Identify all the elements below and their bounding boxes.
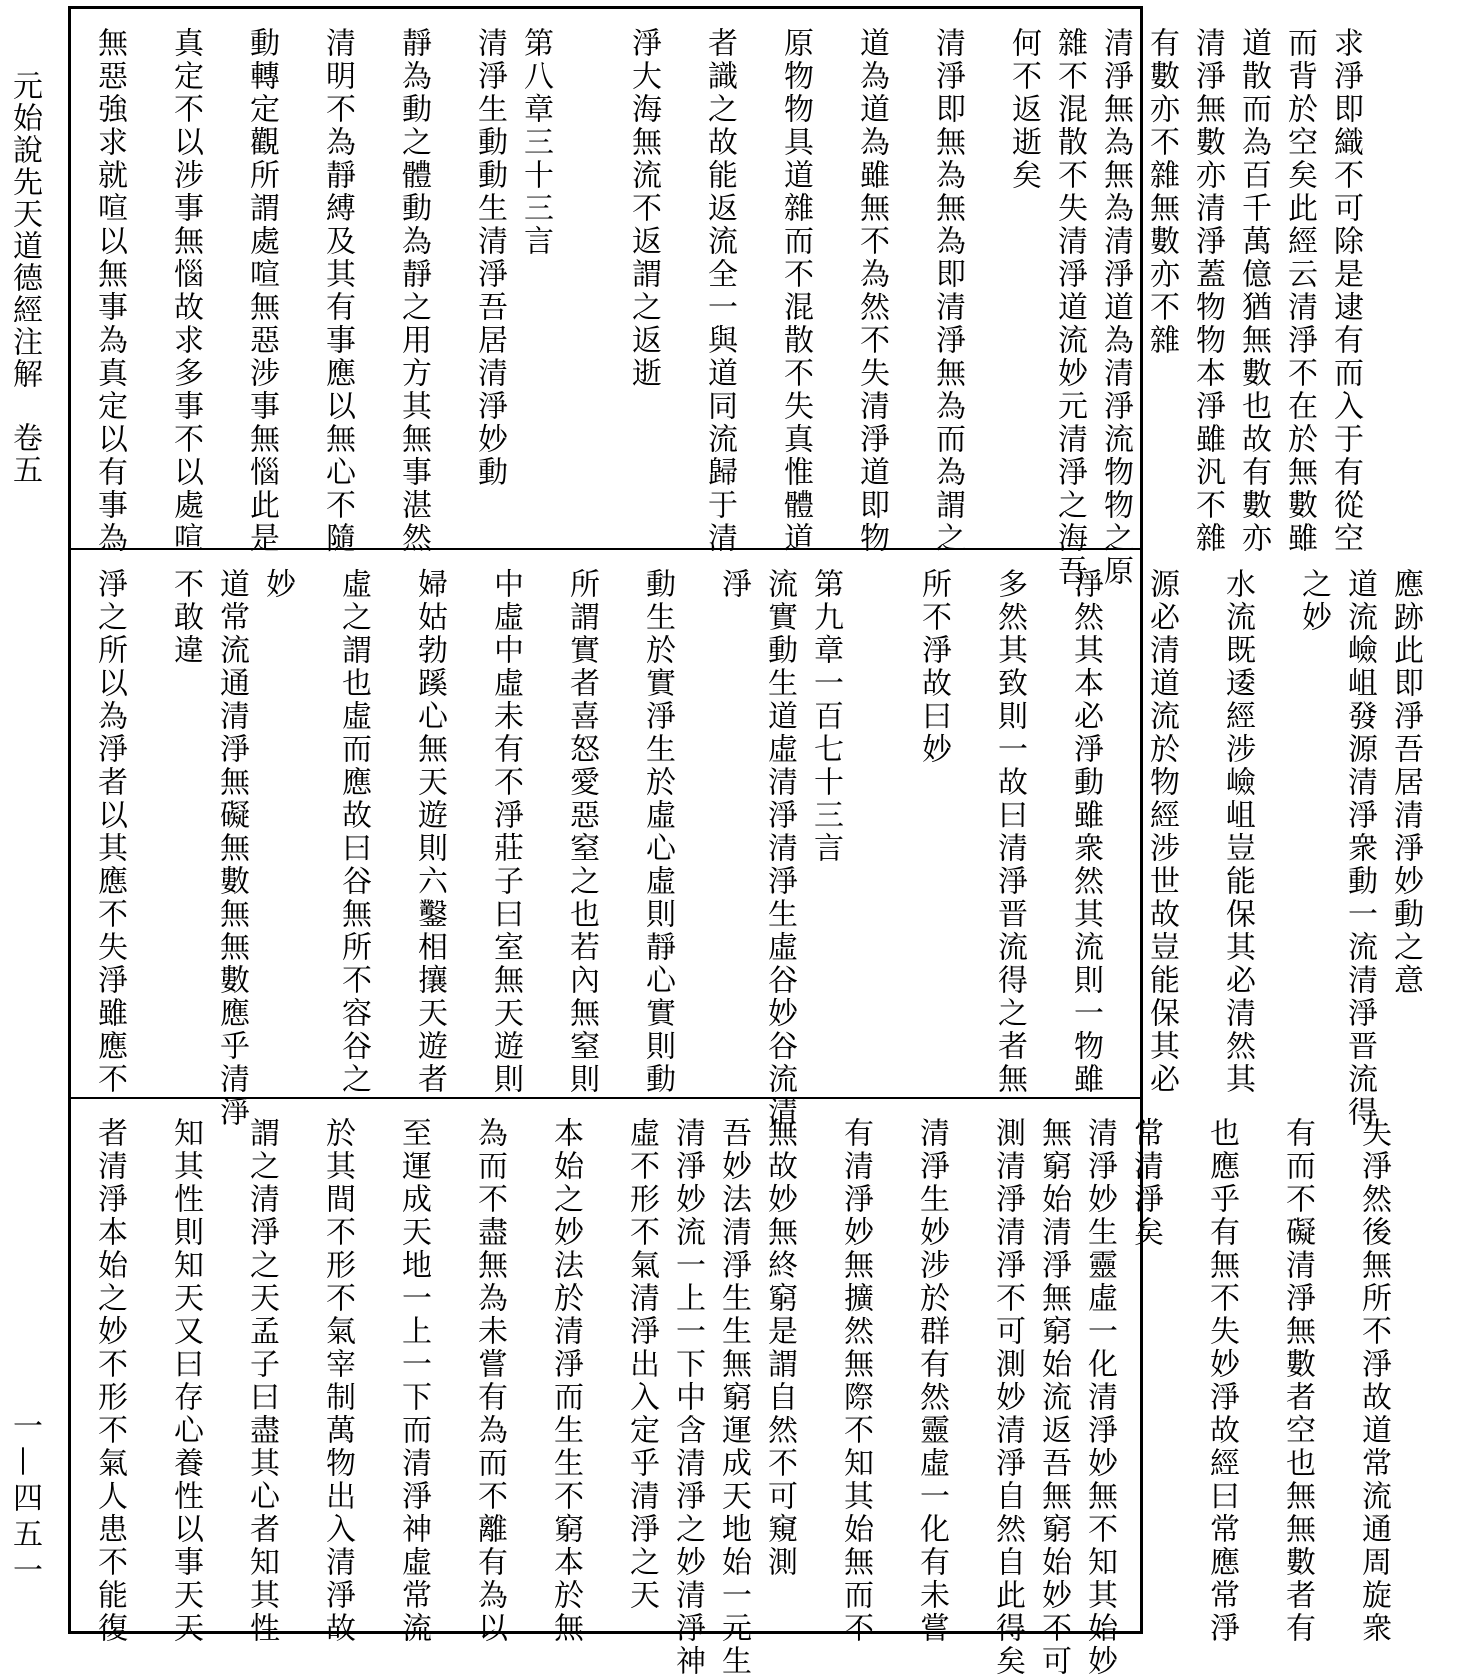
text-column: 於其間不形不氣宰制萬物出入清淨故 [320,1117,355,1645]
text-column: 清淨即無為無為即清淨無為而為謂之 [930,27,965,555]
text-column: 失淨然後無所不淨故道常流通周旋衆 [1356,1117,1391,1645]
text-column: 源必清道流於物經涉世故豈能保其必 [1144,568,1179,1096]
text-column: 婦姑勃蹊心無天遊則六鑿相攘天遊者 [412,568,447,1096]
text-column: 也應乎有無不失妙淨故經曰常應常淨 [1204,1117,1239,1645]
text-column: 謂之清淨之天孟子曰盡其心者知其性 [244,1117,279,1645]
text-column: 無惡強求就喧以無事為真定以有事為 [92,27,127,555]
text-column: 為而不盡無為未嘗有為而不離有為以 [472,1117,507,1645]
text-column: 所謂實者喜怒愛惡窒之也若內無窒則 [564,568,599,1096]
text-column: 中虛中虛未有不淨莊子曰室無天遊則 [488,568,523,1096]
text-column: 無故妙無終窮是謂自然不可窺測 [762,1117,797,1579]
text-column: 虛之謂也虛而應故曰谷無所不容谷之 [336,568,371,1096]
text-column: 靜為動之體動為靜之用方其無事湛然 [396,27,431,555]
text-column: 道為道為雖無不為然不失清淨道即物 [854,27,889,555]
chapter-heading: 第九章一百七十三言 [808,568,843,865]
text-column: 者清淨本始之妙不形不氣人患不能復 [92,1117,127,1645]
text-columns-middle [86,568,1458,1129]
text-panel-bottom [70,1099,1391,1678]
text-column: 真定不以涉事無惱故求多事不以處喧 [168,27,203,555]
text-column: 動轉定觀所謂處喧無惡涉事無惱此是 [244,27,279,555]
text-column: 所不淨故曰妙 [916,568,951,766]
text-column: 水流既逶經涉嶮岨豈能保其必清然其 [1220,568,1255,1096]
text-column: 不敢違 [168,568,203,667]
text-column: 清淨無為無為清淨道為清淨流物物之原 [1098,27,1133,588]
text-panel-top [70,9,1363,588]
text-columns-top [86,27,1368,588]
text-column: 原物物具道雜而不混散不失真惟體道 [778,27,813,555]
text-column: 求淨即織不可除是逮有而入于有從空 [1328,27,1363,555]
text-column: 而背於空矣此經云清淨不在於無數雖 [1282,27,1317,555]
text-column: 無窮始清淨無窮始流返吾無窮始妙不可 [1036,1117,1071,1678]
text-column: 者識之故能返流全一與道同流歸于清 [702,27,737,555]
text-panel-middle [70,550,1423,1129]
text-column: 清淨無數亦清淨蓋物物本淨雖汎不雜 [1190,27,1225,555]
text-column: 清淨生妙涉於群有然靈虛一化有未嘗 [914,1117,949,1645]
text-column: 淨然其本必淨動雖衆然其流則一物雖 [1068,568,1103,1096]
text-column: 至運成天地一上一下而清淨神虛常流 [396,1117,431,1645]
text-column: 吾妙法清淨生生無窮運成天地始一元生 [716,1117,751,1678]
text-column: 虛不形不氣清淨出入定乎清淨之天 [624,1117,659,1612]
text-column: 測清淨清淨不可測妙清淨自然自此得矣 [990,1117,1025,1678]
text-column: 動生於實淨生於虛心虛則靜心實則動 [640,568,675,1096]
text-column: 道流嶮岨發源清淨衆動一流清淨晋流得 [1342,568,1377,1129]
text-column: 清淨生動動生清淨吾居清淨妙動 [472,27,507,489]
text-column: 之妙 [1296,568,1331,634]
text-column: 流實動生道虛清淨清淨生虛谷妙谷流清 [762,568,797,1129]
text-column: 妙 [260,568,295,601]
text-column: 有而不礙清淨無數者空也無無數者有 [1280,1117,1315,1645]
text-column: 常清淨矣 [1128,1117,1163,1249]
text-column: 何不返逝矣 [1006,27,1041,192]
text-column: 道散而為百千萬億猶無數也故有數亦 [1236,27,1271,555]
text-column: 多然其致則一故曰清淨晋流得之者無 [992,568,1027,1096]
text-column: 淨大海無流不返謂之返逝 [626,27,661,390]
text-column: 淨之所以為淨者以其應不失淨雖應不 [92,568,127,1096]
text-column: 清淨妙生靈虛一化清淨妙無不知其始妙 [1082,1117,1117,1678]
text-column: 淨 [716,568,751,601]
text-column: 清淨妙流一上一下中含清淨之妙清淨神 [670,1117,705,1678]
text-column: 有清淨妙無擴然無際不知其始無而不 [838,1117,873,1645]
text-column: 應跡此即淨吾居清淨妙動之意 [1388,568,1423,997]
chapter-heading: 第八章三十三言 [518,27,553,258]
text-column: 雜不混散不失清淨道流妙元清淨之海吾 [1052,27,1087,588]
text-columns-bottom [86,1117,1426,1678]
volume-title: 元始說先天道德經注解 卷五 [7,70,42,486]
page-number: 一—四五一 [7,1410,42,1590]
text-column: 道常流通清淨無礙無數無無數應乎清淨 [214,568,249,1129]
text-column: 清明不為靜縛及其有事應以無心不隨 [320,27,355,555]
text-column: 本始之妙法於清淨而生生不窮本於無 [548,1117,583,1645]
text-column: 有數亦不雜無數亦不雜 [1144,27,1179,357]
text-column: 知其性則知天又曰存心養性以事天天 [168,1117,203,1645]
